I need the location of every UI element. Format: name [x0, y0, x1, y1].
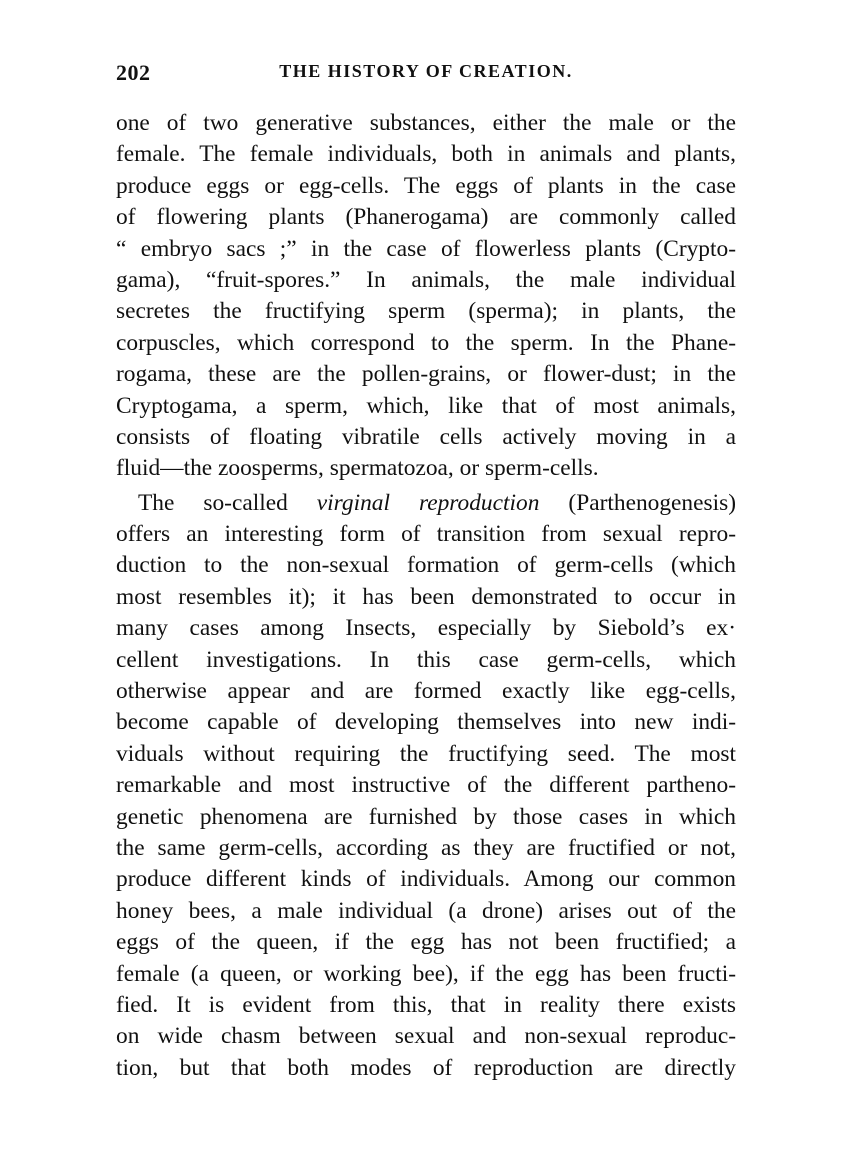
text-line: corpuscles, which correspond to the sperm. In the Phane- [116, 329, 736, 356]
text-line: fluid—the zoosperms, spermatozoa, or sperm-cells. [116, 455, 599, 482]
text-line: most resembles it); it has been demonstrated to occur in [116, 583, 736, 610]
text-line: duction to the non-sexual formation of germ-cells (which [116, 552, 736, 579]
running-head [116, 60, 736, 88]
text-line: eggs of the queen, if the egg has not been fructified; a [116, 929, 736, 956]
text-line: produce eggs or egg-cells. The eggs of plants in the case [116, 172, 736, 199]
text-run: The so-called [138, 489, 317, 516]
text-line: become capable of developing themselves into new indi- [116, 709, 736, 736]
text-line: secretes the fructifying sperm (sperma); in plants, the [116, 298, 736, 325]
text-line: viduals without requiring the fructifying seed. The most [116, 740, 736, 767]
running-title: THE HISTORY OF CREATION. [279, 61, 573, 81]
text-line: the same germ-cells, according as they are fructified or not, [116, 834, 736, 861]
text-line: honey bees, a male individual (a drone) arises out of the [116, 897, 736, 924]
text-line: many cases among Insects, especially by Siebold’s ex· [116, 615, 736, 642]
text-line: fied. It is evident from this, that in reality there exists [116, 991, 736, 1018]
emphasis-text: virginal reproduction [316, 489, 540, 516]
text-run: (Parthenogenesis) [539, 489, 736, 516]
text-line: otherwise appear and are formed exactly like egg-cells, [116, 678, 736, 705]
text-line: one of two generative substances, either the male or the [116, 110, 736, 136]
text-line: female. The female individuals, both in animals and plants, [116, 141, 736, 168]
text-line: tion, but that both modes of reproduction are directly [116, 1054, 736, 1081]
text-line: produce different kinds of individuals. Among our common [116, 866, 736, 893]
text-line [116, 488, 736, 519]
text-line: of flowering plants (Phanerogama) are commonly called [116, 204, 736, 231]
text-line: consists of floating vibratile cells actively moving in a [116, 423, 736, 450]
text-line: gama), “fruit-spores.” In animals, the male individual [116, 266, 736, 293]
text-line: cellent investigations. In this case germ-cells, which [116, 646, 736, 673]
text-line: on wide chasm between sexual and non-sexual reproduc- [116, 1023, 736, 1050]
paragraph-1 [116, 108, 736, 485]
text-line: remarkable and most instructive of the different partheno- [116, 772, 736, 799]
text-line: offers an interesting form of transition from sexual repro- [116, 521, 736, 548]
paragraph-2 [116, 488, 736, 1084]
text-line: “ embryo sacs ;” in the case of flowerless plants (Crypto- [116, 235, 736, 262]
body-text [116, 108, 736, 1084]
text-line: Cryptogama, a sperm, which, like that of most animals, [116, 392, 736, 419]
text-line: female (a queen, or working bee), if the egg has been fructi- [116, 960, 736, 987]
page-number: 202 [116, 60, 151, 85]
text-line: genetic phenomena are furnished by those cases in which [116, 803, 736, 830]
text-line: rogama, these are the pollen-grains, or flower-dust; in the [116, 361, 736, 388]
